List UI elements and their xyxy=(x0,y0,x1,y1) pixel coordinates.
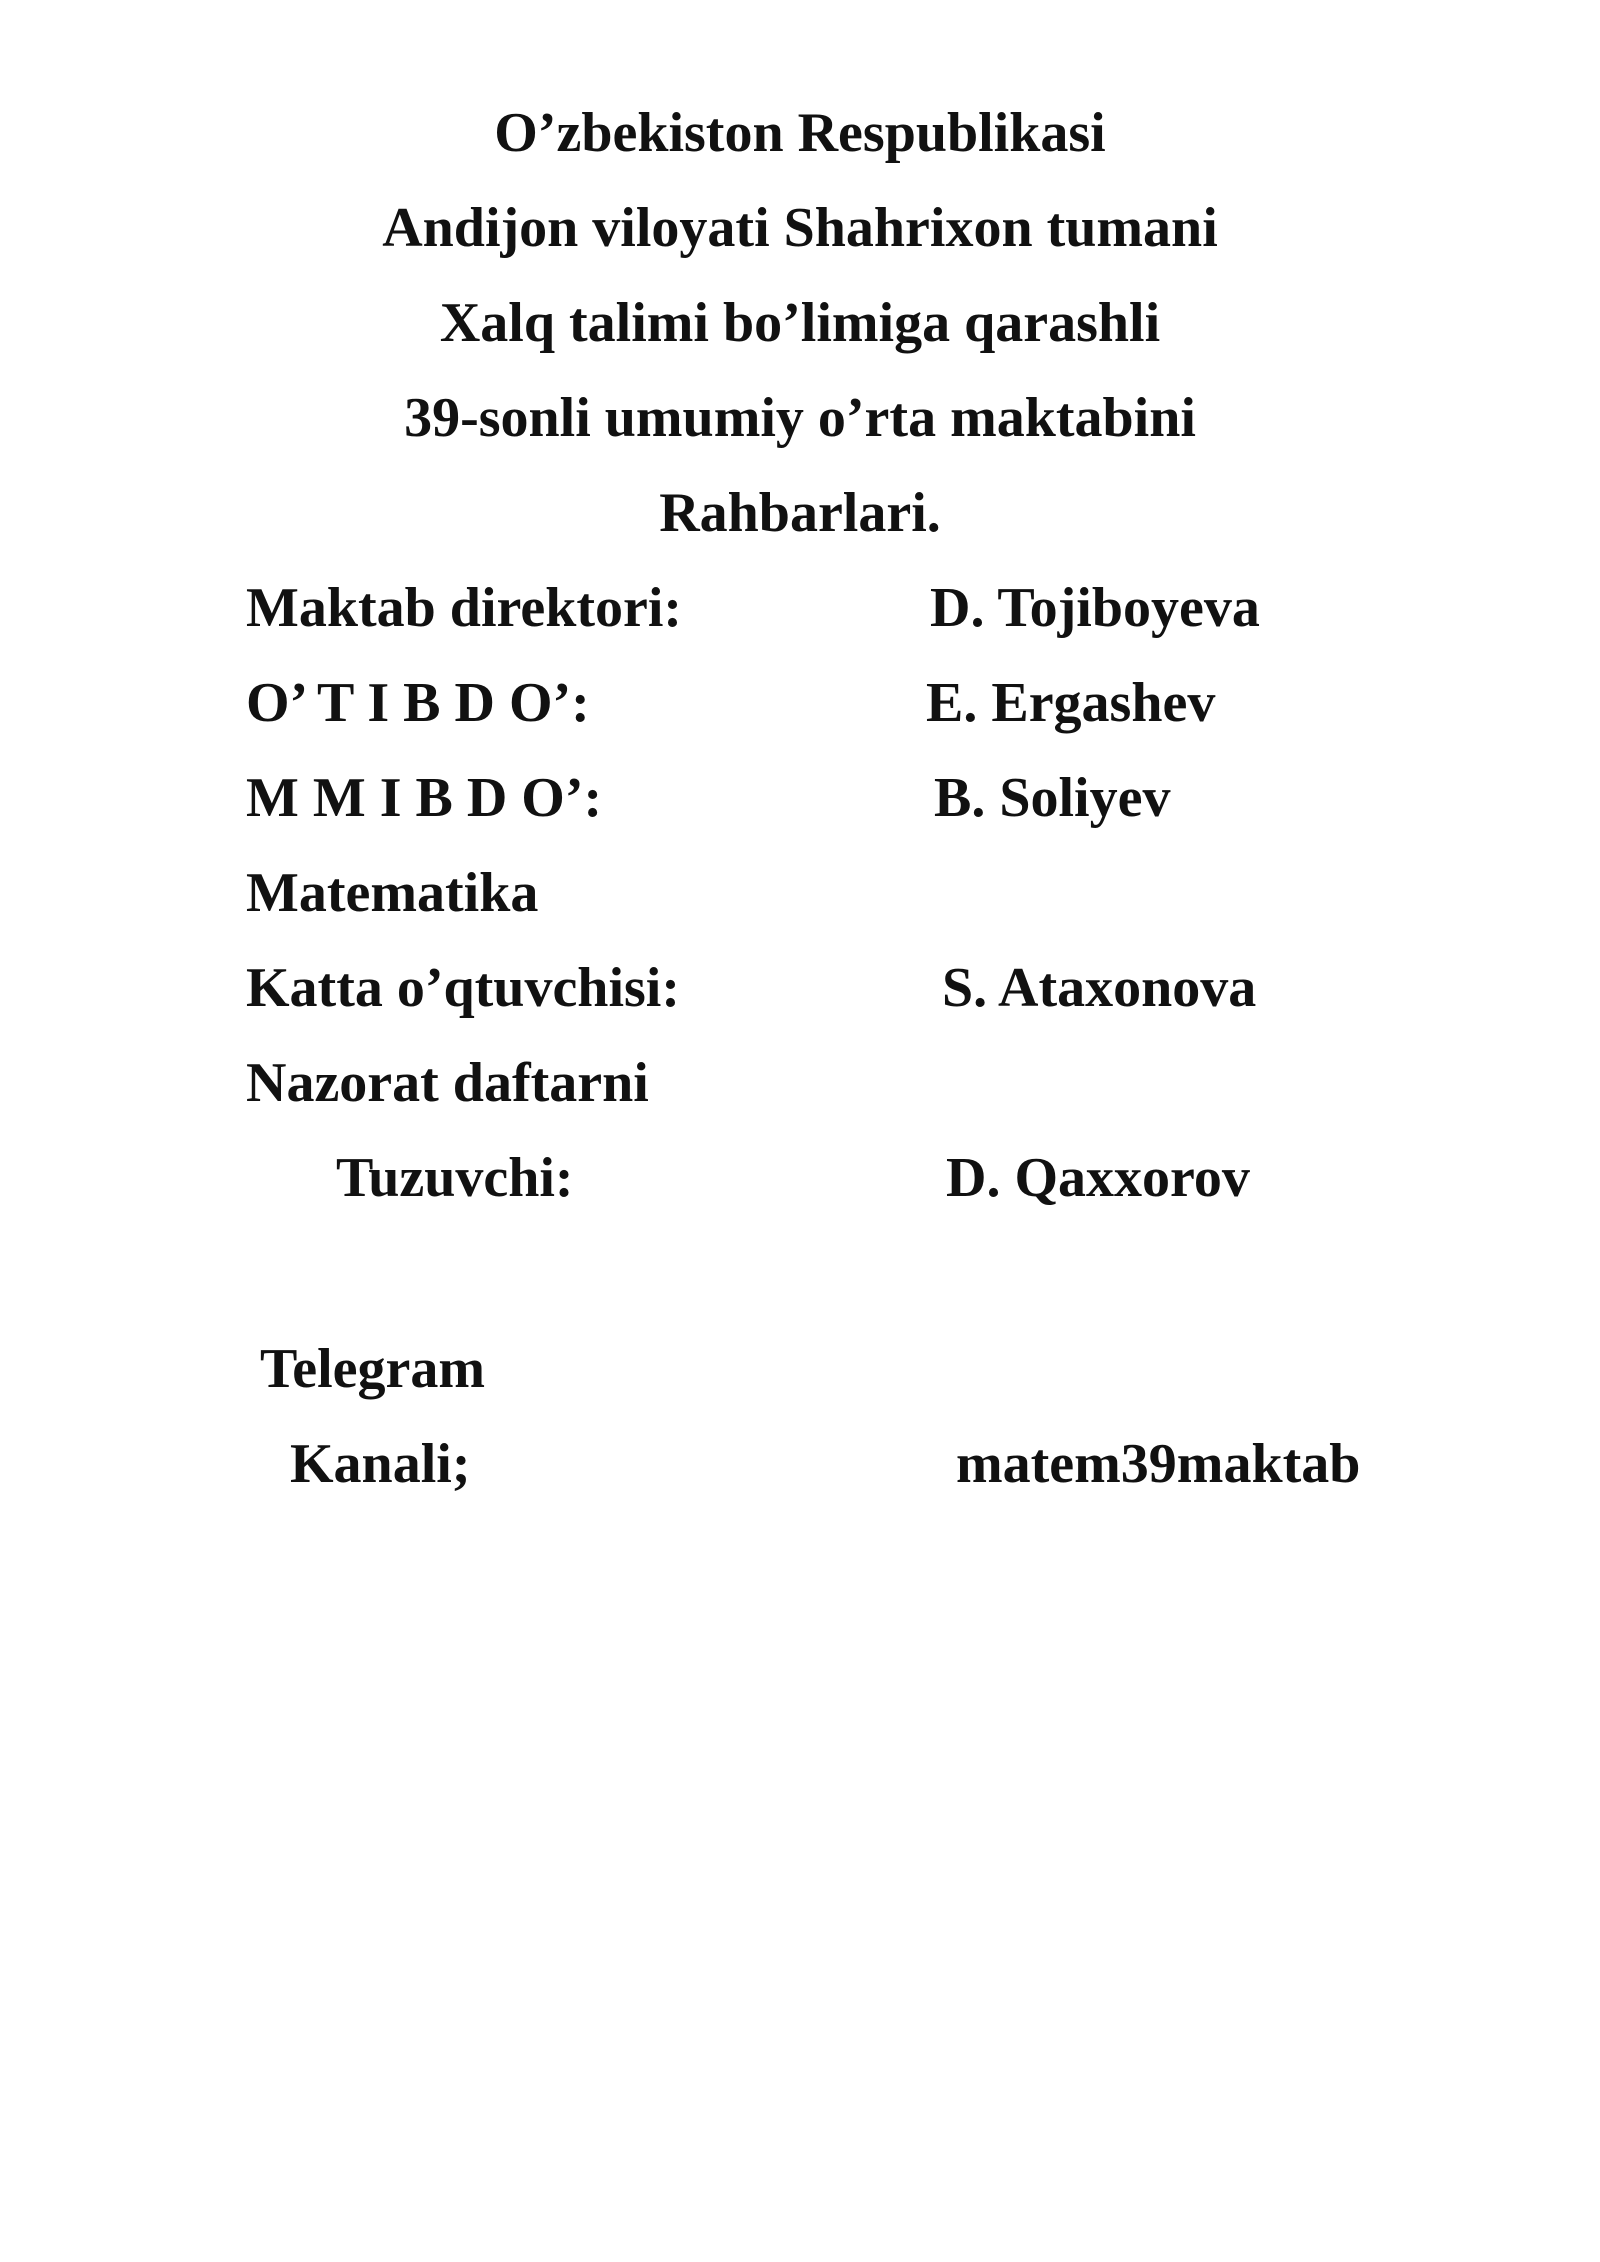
math-label-line2: Katta o’qtuvchisi: xyxy=(246,957,680,1019)
compiler-name: D. Qaxxorov xyxy=(946,1147,1250,1209)
heading-line-region: Andijon viloyati Shahrixon tumani xyxy=(382,197,1218,259)
otibdo-label: O’ T I B D O’: xyxy=(246,672,590,734)
heading-line-department: Xalq talimi bo’limiga qarashli xyxy=(439,292,1161,354)
telegram-label-line1: Telegram xyxy=(260,1338,485,1400)
math-senior-name: S. Ataxonova xyxy=(942,957,1257,1019)
compiler-label-line2: Tuzuvchi: xyxy=(336,1147,574,1209)
heading-line-country: O’zbekiston Respublikasi xyxy=(494,102,1106,164)
heading-line-school: 39-sonli umumiy o’rta maktabini xyxy=(404,387,1196,449)
telegram-channel-name: matem39maktab xyxy=(956,1433,1361,1495)
director-name: D. Tojiboyeva xyxy=(930,577,1260,639)
telegram-label-line2: Kanali; xyxy=(290,1433,471,1495)
mmibdo-label: M M I B D O’: xyxy=(246,767,603,829)
director-label: Maktab direktori: xyxy=(246,577,683,639)
heading-line-leaders: Rahbarlari. xyxy=(659,482,941,544)
otibdo-name: E. Ergashev xyxy=(926,672,1216,734)
mmibdo-name: B. Soliyev xyxy=(934,767,1171,829)
compiler-label-line1: Nazorat daftarni xyxy=(246,1052,649,1114)
math-label-line1: Matematika xyxy=(246,862,539,924)
